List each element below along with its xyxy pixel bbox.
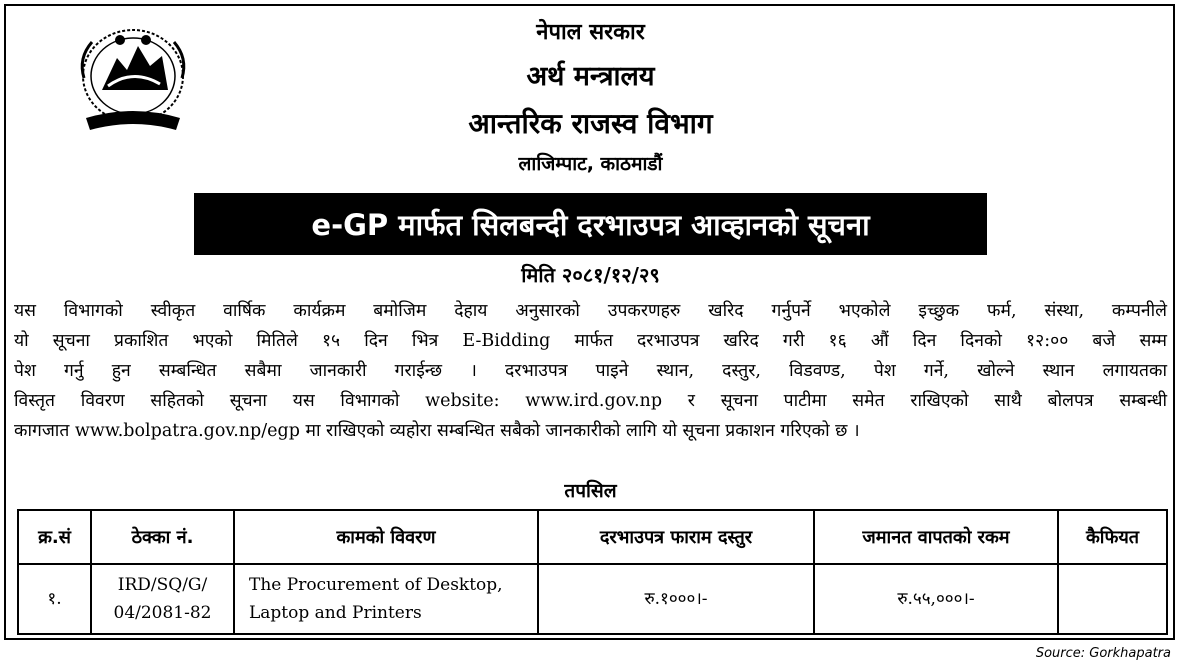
col-header-remarks: कैफियत bbox=[1058, 510, 1167, 564]
gov-name: नेपाल सरकार bbox=[536, 20, 645, 45]
col-header-contract-no: ठेक्का नं. bbox=[91, 510, 234, 564]
contract-no-line: 04/2081-82 bbox=[113, 603, 212, 623]
col-header-form-fee: दरभाउपत्र फाराम दस्तुर bbox=[538, 510, 814, 564]
col-header-sn: क्र.सं bbox=[18, 510, 91, 564]
table-row bbox=[18, 564, 1167, 634]
department-name: आन्तरिक राजस्व विभाग bbox=[468, 107, 713, 140]
notice-title: e-GP मार्फत सिलबन्दी दरभाउपत्र आव्हानको सूचना bbox=[311, 207, 870, 242]
cell-sn: १. bbox=[18, 564, 91, 634]
source-credit: Source: Gorkhapatra bbox=[1035, 646, 1171, 661]
schedule-heading: तपसिल bbox=[564, 480, 617, 502]
notice-paragraph bbox=[14, 296, 1167, 446]
cell-description bbox=[234, 564, 538, 634]
paragraph-line: विस्तृत विवरण सहितको सूचना यस विभागको website: www.ird.gov.np र सूचना पाटीमा समेत राखिएको साथै बोलपत्र सम्बन्धी bbox=[14, 391, 1167, 411]
cell-contract-no bbox=[91, 564, 234, 634]
cell-form-fee: रु.१०००।- bbox=[538, 564, 814, 634]
paragraph-line: यस विभागको स्वीकृत वार्षिक कार्यक्रम बमोजिम देहाय अनुसारको उपकरणहरु खरिद गर्नुपर्ने भएकोले इच्छुक फर्म, संस्था, कम्पनीले bbox=[14, 301, 1167, 321]
description-line: Laptop and Printers bbox=[249, 603, 422, 623]
paragraph-line: कागजात www.bolpatra.gov.np/egp मा राखिएको व्यहोरा सम्बन्धित सबैको जानकारीको लागि यो सूचना प्रकाशन गरिएको छ । bbox=[14, 421, 860, 441]
col-header-description: कामको विवरण bbox=[234, 510, 538, 564]
col-header-security-amount: जमानत वापतको रकम bbox=[814, 510, 1058, 564]
contract-no-line: IRD/SQ/G/ bbox=[117, 575, 208, 595]
table-header-row bbox=[18, 510, 1167, 564]
description-line: The Procurement of Desktop, bbox=[249, 575, 503, 595]
notice-title-banner bbox=[194, 193, 987, 255]
office-address: लाजिम्पाट, काठमाडौं bbox=[518, 153, 663, 175]
cell-remarks bbox=[1058, 564, 1167, 634]
cell-security-amount: रु.५५,०००।- bbox=[814, 564, 1058, 634]
paragraph-line: पेश गर्नु हुन सम्बन्धित सबैमा जानकारी गराईन्छ । दरभाउपत्र पाइने स्थान, दस्तुर, विडवण्ड, पेश गर्ने, खोल्ने स्थान लगायतका bbox=[14, 361, 1167, 381]
tender-table bbox=[17, 509, 1168, 635]
notice-date: मिति २०८१/१२/२९ bbox=[521, 263, 660, 287]
ministry-name: अर्थ मन्त्रालय bbox=[526, 61, 655, 92]
paragraph-line: यो सूचना प्रकाशित भएको मितिले १५ दिन भित्र E-Bidding मार्फत दरभाउपत्र खरिद गरी १६ औं दिन दिनको १२:०० बजे सम्म bbox=[14, 331, 1167, 351]
